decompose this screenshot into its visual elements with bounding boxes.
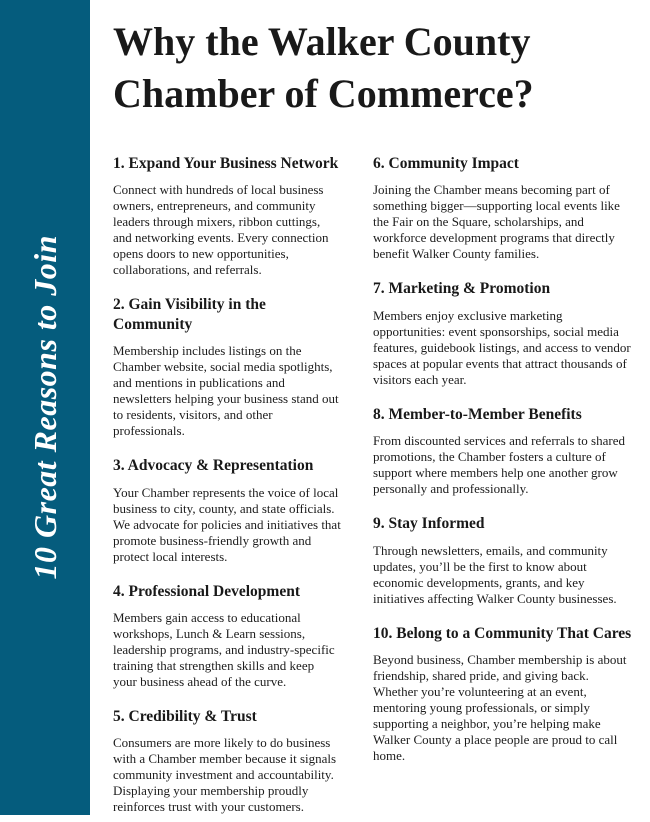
reason-body: Connect with hundreds of local business owners, entrepreneurs, and community leaders through mixers, ribbon cuttings, and networking events. Every connection opens doors to new opportunities, collaborations, and referrals.	[113, 182, 329, 278]
reason-item-3	[113, 456, 341, 564]
reason-heading: 10. Belong to a Community That Cares	[373, 624, 632, 642]
reason-body: From discounted services and referrals to shared promotions, the Chamber fosters a culture of support where members help one another grow personally and professionally.	[373, 433, 625, 497]
reason-body: Members gain access to educational workshops, Lunch & Learn sessions, leadership programs, and industry-specific training that strengthen skills and keep your business ahead of the curve.	[113, 609, 335, 689]
reason-body: Through newsletters, emails, and community updates, you’ll be the first to know about economic developments, grants, and key initiatives affecting Walker County businesses.	[373, 542, 617, 606]
reason-heading: 1. Expand Your Business Network	[113, 155, 339, 172]
sidebar-banner	[0, 0, 90, 815]
reason-item-6	[373, 154, 635, 262]
reason-body: Consumers are more likely to do business with a Chamber member because it signals community investment and accountability. Displaying your membership proudly reinforces trust with your customers.	[113, 735, 337, 815]
reason-body: Membership includes listings on the Chamber website, social media spotlights, and mentions in publications and newsletters helping your business stand out to residents, visitors, and other professionals.	[113, 343, 339, 439]
reason-heading: 8. Member-to-Member Benefits	[373, 405, 582, 423]
reason-item-2	[113, 295, 341, 439]
reason-body: Members enjoy exclusive marketing opportunities: event sponsorships, social media features, guidebook listings, and access to vendor spaces at popular events that attract thousands of visitors each year.	[373, 307, 631, 387]
page-title	[113, 16, 635, 120]
reason-item-7	[373, 279, 635, 387]
reason-heading: 9. Stay Informed	[373, 515, 485, 533]
sidebar-label: 10 Great Reasons to Join	[26, 235, 63, 580]
reason-item-5	[113, 707, 341, 815]
reason-heading: 7. Marketing & Promotion	[373, 280, 551, 298]
reasons-columns	[113, 154, 635, 822]
main-content	[113, 16, 635, 822]
reason-heading: 2. Gain Visibility in the Community	[113, 296, 266, 333]
page-title-line1: Why the Walker County	[113, 19, 531, 64]
page-title-line2: Chamber of Commerce?	[113, 71, 534, 116]
reason-item-1	[113, 154, 341, 278]
reason-heading: 5. Credibility & Trust	[113, 707, 257, 725]
reason-item-4	[113, 582, 341, 690]
reason-item-10	[373, 624, 635, 764]
reason-item-9	[373, 514, 635, 606]
reason-body: Your Chamber represents the voice of local business to city, county, and state officials. We advocate for policies and initiatives that promote business-friendly growth and protect local interests.	[113, 484, 341, 564]
reason-heading: 6. Community Impact	[373, 155, 519, 172]
reason-body: Joining the Chamber means becoming part of something bigger—supporting local events like the Fair on the Square, scholarships, and workforce development programs that directly benefit Walker County families.	[373, 182, 620, 262]
reason-heading: 4. Professional Development	[113, 582, 300, 600]
reasons-column-left	[113, 154, 341, 822]
reason-heading: 3. Advocacy & Representation	[113, 457, 314, 475]
reason-item-8	[373, 405, 635, 497]
reasons-column-right	[373, 154, 635, 822]
reason-body: Beyond business, Chamber membership is about friendship, shared pride, and giving back. Whether you’re volunteering at an event, mentoring young professionals, or simply supporting a neighbor, you’re helping make Walker County a place people are proud to call home.	[373, 651, 627, 763]
